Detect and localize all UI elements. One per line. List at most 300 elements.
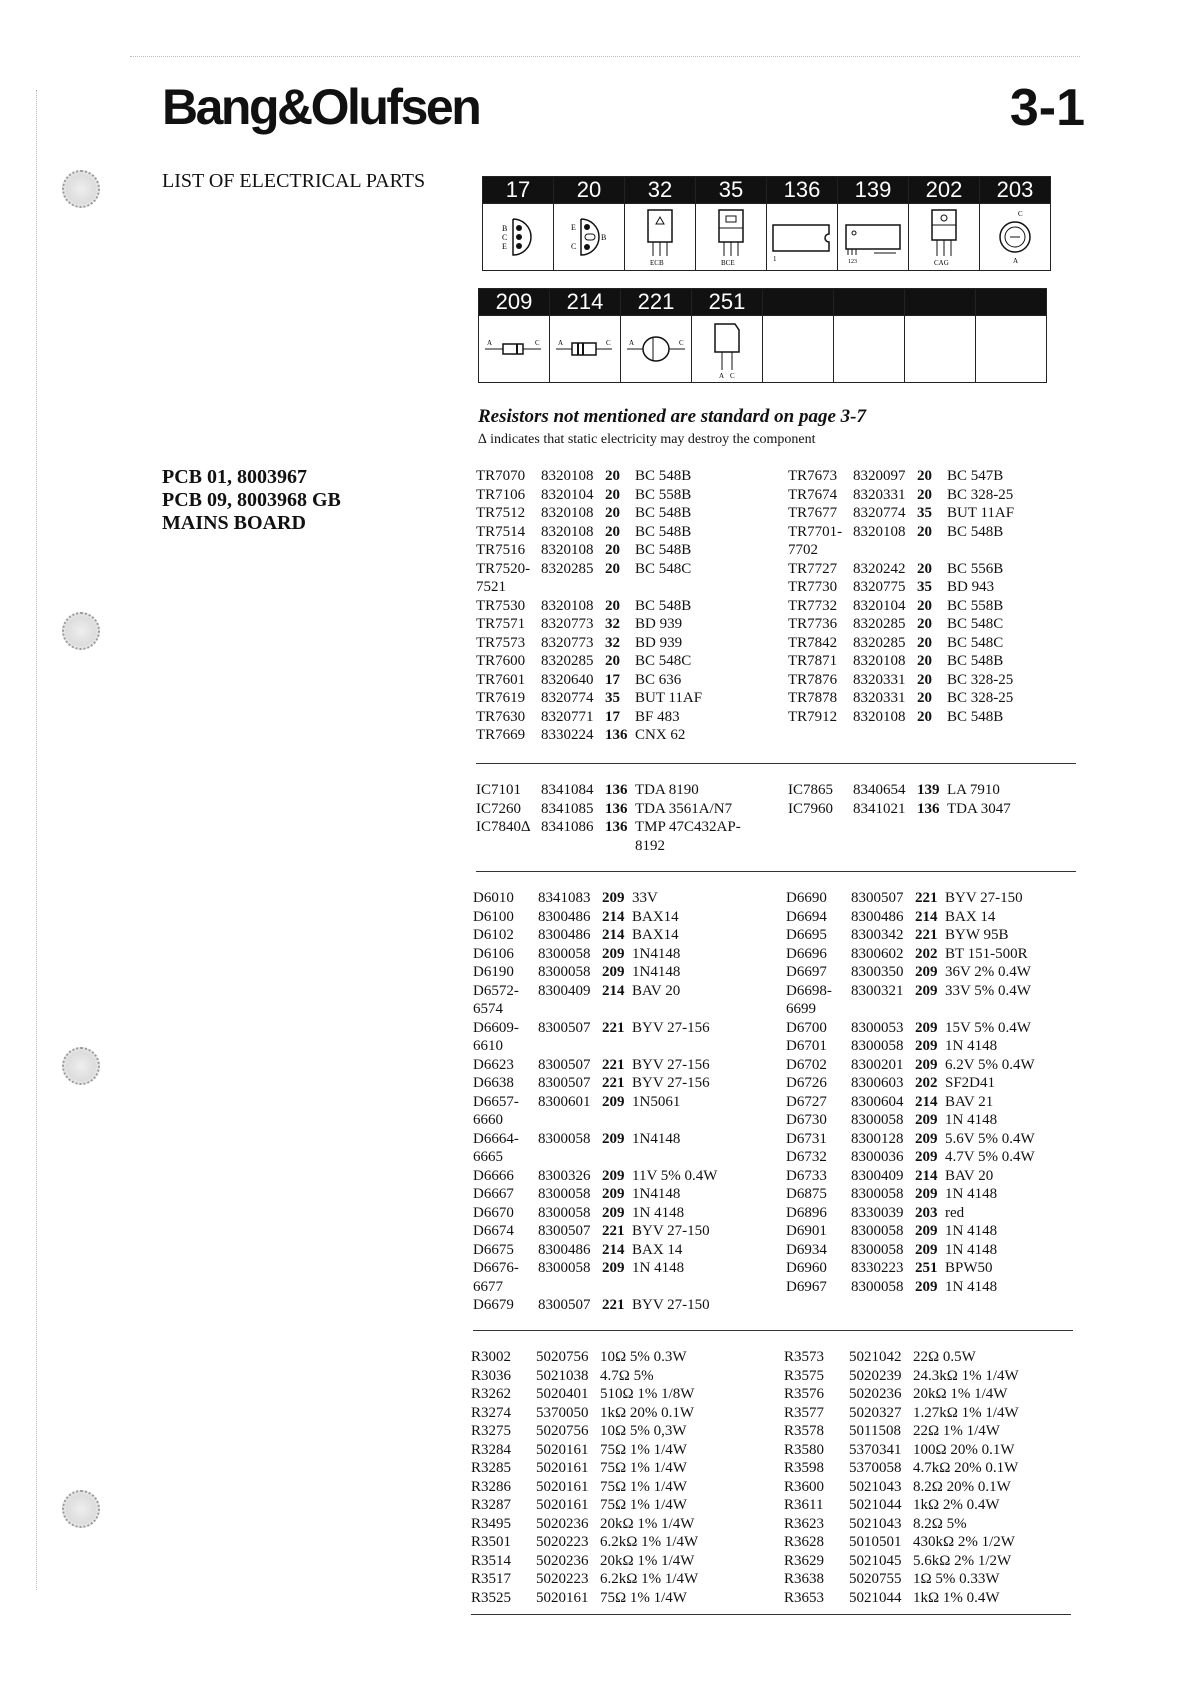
- part-type: BUT 11AF: [635, 690, 703, 706]
- part-row: [786, 1000, 1035, 1019]
- package-code: 35: [917, 579, 932, 595]
- part-row: [473, 926, 717, 945]
- part-number: 8330224: [541, 727, 594, 743]
- svg-text:C: C: [535, 339, 540, 347]
- part-row: [473, 1185, 717, 1204]
- package-code: 209: [915, 1278, 938, 1295]
- part-type: BT 151-500R: [945, 945, 1028, 962]
- part-row: [786, 1130, 1035, 1149]
- package-code: [605, 578, 635, 597]
- part-value: 430kΩ 2% 1/2W: [913, 1534, 1015, 1550]
- part-row: [476, 560, 702, 579]
- part-number: 8300507: [538, 1297, 591, 1313]
- package-code: 20: [917, 708, 932, 725]
- part-number: 8300409: [851, 1167, 904, 1184]
- part-row: [788, 486, 1014, 505]
- part-row: [476, 689, 702, 708]
- part-number: 8320640: [541, 671, 594, 688]
- package-drawing-139: [838, 204, 909, 271]
- part-position: D6896: [786, 1204, 827, 1221]
- package-code: 209: [915, 982, 938, 999]
- part-number: 8300342: [851, 927, 904, 943]
- package-code: 202: [915, 945, 938, 962]
- part-position: R3576: [784, 1386, 825, 1402]
- dip-package-icon: [769, 209, 835, 265]
- part-type: 36V 2% 0.4W: [945, 964, 1031, 980]
- part-row: [476, 541, 702, 560]
- part-number: [853, 541, 917, 560]
- part-position: R3628: [784, 1534, 825, 1550]
- svg-text:A: A: [719, 372, 725, 380]
- svg-text:C: C: [606, 339, 611, 347]
- part-type: BYV 27-150: [632, 1297, 710, 1313]
- package-code: [602, 1148, 632, 1167]
- part-position: TR7730: [788, 579, 838, 595]
- part-position: R3275: [471, 1423, 512, 1439]
- part-row: [476, 486, 702, 505]
- part-row: [476, 837, 741, 856]
- part-position: IC7840∆: [476, 819, 531, 835]
- part-number: 8300058: [538, 964, 591, 980]
- part-number: [541, 837, 605, 856]
- part-number: 5020239: [849, 1367, 902, 1384]
- package-table-2: [478, 288, 1047, 383]
- part-number: 8300058: [851, 1223, 904, 1239]
- part-type: 1N 4148: [632, 1260, 685, 1276]
- package-code: 202: [915, 1075, 938, 1091]
- part-type: LA 7910: [947, 782, 1000, 798]
- part-type: 1N 4148: [945, 1241, 998, 1258]
- part-position: TR7871: [788, 653, 838, 669]
- part-position: D6732: [786, 1149, 827, 1165]
- part-value: 1kΩ 20% 0.1W: [600, 1404, 695, 1421]
- part-type: BC 548C: [947, 634, 1004, 651]
- part-type: 4.7V 5% 0.4W: [945, 1149, 1035, 1165]
- part-position: D6726: [786, 1075, 827, 1091]
- package-drawing-35: [696, 204, 767, 271]
- part-position: R3573: [784, 1349, 825, 1365]
- part-row: [788, 634, 1014, 653]
- part-position: R3287: [471, 1497, 512, 1513]
- part-position: IC7960: [788, 800, 833, 817]
- part-position: R3285: [471, 1460, 512, 1476]
- package-number: 20: [554, 177, 625, 204]
- part-row: [476, 578, 702, 597]
- part-row: [476, 726, 702, 745]
- part-position: TR7630: [476, 708, 526, 725]
- part-position: R3284: [471, 1441, 512, 1458]
- package-number: 221: [621, 289, 692, 316]
- package-code: 17: [605, 708, 620, 725]
- part-number: 5021045: [849, 1552, 902, 1569]
- led-package-icon: [985, 206, 1045, 268]
- package-code: 20: [605, 486, 620, 503]
- ics-right-column: [788, 781, 1011, 818]
- package-code: 209: [602, 1093, 625, 1110]
- package-code: 20: [917, 560, 932, 577]
- part-number: 8300058: [538, 1260, 591, 1276]
- part-row: [786, 1111, 1035, 1130]
- svg-text:C: C: [730, 372, 735, 380]
- svg-text:E: E: [571, 223, 576, 232]
- part-row: [784, 1367, 1019, 1386]
- part-row: [473, 1167, 717, 1186]
- part-number: [538, 1111, 602, 1130]
- part-row: [476, 615, 702, 634]
- package-code: [602, 1037, 632, 1056]
- package-number: 251: [692, 289, 763, 316]
- package-drawing-17: [483, 204, 554, 271]
- part-number: 8320285: [853, 634, 906, 651]
- part-number: 8320108: [541, 505, 594, 521]
- part-number: 8300058: [851, 1186, 904, 1202]
- part-position: R3638: [784, 1571, 825, 1587]
- part-row: [476, 818, 741, 837]
- pcb-line: PCB 01, 8003967: [162, 466, 307, 488]
- part-type: BD 939: [635, 616, 683, 632]
- package-number: 136: [767, 177, 838, 204]
- package-code: 20: [917, 468, 932, 484]
- part-position: TR7601: [476, 671, 526, 688]
- svg-text:A: A: [558, 339, 564, 347]
- part-position: TR7876: [788, 671, 838, 688]
- package-number: 214: [550, 289, 621, 316]
- part-type: BC 636: [635, 671, 682, 688]
- package-code: 221: [602, 1223, 625, 1239]
- part-position: R3600: [784, 1478, 825, 1495]
- part-type: 1N4148: [632, 1130, 681, 1147]
- package-code: 136: [605, 782, 628, 798]
- part-position: 6677: [473, 1278, 503, 1295]
- part-number: 8341084: [541, 782, 594, 798]
- part-value: 22Ω 1% 1/4W: [913, 1423, 1000, 1439]
- package-code: 214: [602, 1241, 625, 1258]
- part-position: D6638: [473, 1075, 514, 1091]
- punch-hole: [62, 612, 100, 650]
- part-number: 8300058: [538, 1186, 591, 1202]
- package-table-1: [482, 176, 1051, 271]
- part-number: 8320108: [853, 653, 906, 669]
- punch-hole: [62, 1047, 100, 1085]
- part-type: BC 548B: [947, 708, 1004, 725]
- part-number: 8320771: [541, 708, 594, 725]
- part-type: 8192: [635, 837, 665, 854]
- part-row: [786, 945, 1035, 964]
- part-number: 5020236: [536, 1552, 589, 1569]
- part-position: TR7669: [476, 727, 526, 743]
- part-row: [786, 1148, 1035, 1167]
- part-row: [786, 1222, 1035, 1241]
- part-type: BYV 27-150: [632, 1223, 710, 1239]
- part-type: 1N 4148: [945, 1186, 998, 1202]
- package-code: 20: [917, 690, 932, 706]
- punch-hole: [62, 170, 100, 208]
- diode-power-icon: [623, 324, 689, 374]
- package-code: 20: [605, 505, 620, 521]
- part-position: TR7677: [788, 505, 838, 521]
- package-code: 35: [605, 690, 620, 706]
- part-number: 8300507: [538, 1019, 591, 1036]
- part-position: R3525: [471, 1589, 512, 1606]
- part-type: 1N4148: [632, 964, 681, 980]
- diodes-right-column: [786, 889, 1035, 1296]
- part-position: D6967: [786, 1278, 827, 1295]
- package-code: 209: [915, 1223, 938, 1239]
- part-type: TDA 3561A/N7: [635, 800, 733, 817]
- part-row: [471, 1367, 698, 1386]
- part-value: 75Ω 1% 1/4W: [600, 1497, 687, 1513]
- part-row: [788, 781, 1011, 800]
- part-position: R3575: [784, 1367, 825, 1384]
- part-number: 8320773: [541, 634, 594, 651]
- part-position: D6666: [473, 1167, 514, 1184]
- part-value: 10Ω 5% 0,3W: [600, 1423, 687, 1439]
- part-value: 8.2Ω 20% 0.1W: [913, 1478, 1011, 1495]
- part-value: 1kΩ 1% 0.4W: [913, 1589, 1000, 1606]
- part-row: [788, 504, 1014, 523]
- part-number: 5020223: [536, 1571, 589, 1587]
- part-row: [788, 652, 1014, 671]
- part-number: [538, 1278, 602, 1297]
- part-number: 5020161: [536, 1478, 589, 1495]
- package-code: 35: [917, 505, 932, 521]
- package-code: 221: [602, 1056, 625, 1073]
- part-number: 8300486: [851, 908, 904, 925]
- package-number-empty: [976, 289, 1047, 316]
- part-row: [471, 1533, 698, 1552]
- part-row: [476, 652, 702, 671]
- part-number: 8320331: [853, 690, 906, 706]
- part-position: D6609-: [473, 1019, 519, 1036]
- part-number: 5370058: [849, 1460, 902, 1476]
- part-position: R3598: [784, 1460, 825, 1476]
- part-number: 8341086: [541, 819, 594, 835]
- part-value: 8.2Ω 5%: [913, 1515, 967, 1532]
- package-drawing-empty: [763, 316, 834, 383]
- svg-text:C: C: [679, 339, 684, 347]
- part-number: 8300128: [851, 1130, 904, 1147]
- part-number: 8330223: [851, 1260, 904, 1276]
- part-number: 8300058: [538, 1130, 591, 1147]
- part-position: R3578: [784, 1423, 825, 1439]
- part-number: 8300604: [851, 1093, 904, 1110]
- part-type: 5.6V 5% 0.4W: [945, 1130, 1035, 1147]
- package-code: 209: [915, 1130, 938, 1147]
- part-position: D6697: [786, 964, 827, 980]
- package-number-empty: [763, 289, 834, 316]
- part-row: [784, 1459, 1019, 1478]
- part-position: TR7701-: [788, 523, 843, 540]
- part-type: BC 556B: [947, 560, 1004, 577]
- part-number: [538, 1148, 602, 1167]
- part-position: TR7106: [476, 486, 526, 503]
- part-number: 8300486: [538, 1241, 591, 1258]
- part-position: TR7673: [788, 468, 838, 484]
- package-code: 209: [915, 1186, 938, 1202]
- part-number: 8300058: [538, 1204, 591, 1221]
- part-value: 100Ω 20% 0.1W: [913, 1441, 1015, 1458]
- part-number: 8300321: [851, 982, 904, 999]
- part-row: [788, 800, 1011, 819]
- diode-glass-icon: [552, 324, 618, 374]
- part-position: D6667: [473, 1186, 514, 1202]
- part-value: 22Ω 0.5W: [913, 1349, 976, 1365]
- part-type: BAX 14: [945, 908, 996, 925]
- part-type: BAX 14: [632, 1241, 683, 1258]
- package-code: 32: [605, 634, 620, 651]
- part-row: [473, 1056, 717, 1075]
- package-number: 203: [980, 177, 1051, 204]
- part-value: 4.7Ω 5%: [600, 1367, 654, 1384]
- part-type: 15V 5% 0.4W: [945, 1019, 1031, 1036]
- part-type: TDA 3047: [947, 800, 1011, 817]
- part-row: [784, 1570, 1019, 1589]
- svg-text:CAG: CAG: [934, 259, 949, 267]
- package-drawing-203: [980, 204, 1051, 271]
- part-type: BC 548B: [635, 468, 692, 484]
- package-number-empty: [905, 289, 976, 316]
- svg-text:ECB: ECB: [650, 259, 664, 267]
- part-number: 8320774: [853, 505, 906, 521]
- part-row: [476, 504, 702, 523]
- part-position: D6731: [786, 1130, 827, 1147]
- thyristor-package-icon: [914, 206, 974, 268]
- part-type: 33V: [632, 890, 658, 906]
- part-row: [473, 1296, 717, 1315]
- part-position: 6610: [473, 1038, 503, 1054]
- part-number: 8300058: [851, 1278, 904, 1295]
- package-code: 209: [915, 1038, 938, 1054]
- part-number: 8300602: [851, 945, 904, 962]
- part-position: TR7736: [788, 616, 838, 632]
- part-row: [473, 982, 717, 1001]
- package-code: 203: [915, 1204, 938, 1221]
- package-drawing-20: [554, 204, 625, 271]
- part-number: 8300058: [851, 1112, 904, 1128]
- part-type: BC 548B: [947, 653, 1004, 669]
- part-type: BD 943: [947, 579, 995, 595]
- package-number: 17: [483, 177, 554, 204]
- part-value: 1kΩ 2% 0.4W: [913, 1497, 1000, 1513]
- part-value: 20kΩ 1% 1/4W: [600, 1515, 695, 1532]
- part-row: [473, 1204, 717, 1223]
- part-number: [541, 578, 605, 597]
- part-type: BC 547B: [947, 468, 1004, 484]
- package-code: 20: [605, 468, 620, 484]
- part-value: 510Ω 1% 1/8W: [600, 1386, 695, 1402]
- package-code: [602, 1278, 632, 1297]
- part-position: R3629: [784, 1552, 825, 1569]
- part-position: R3274: [471, 1404, 512, 1421]
- part-position: TR7912: [788, 708, 838, 725]
- part-row: [786, 1093, 1035, 1112]
- part-number: 5010501: [849, 1534, 902, 1550]
- part-row: [476, 597, 702, 616]
- part-row: [471, 1348, 698, 1367]
- part-number: 8340654: [853, 782, 906, 798]
- part-row: [473, 1074, 717, 1093]
- part-number: 8300350: [851, 964, 904, 980]
- part-number: 5021044: [849, 1589, 902, 1606]
- part-row: [471, 1515, 698, 1534]
- part-row: [786, 926, 1035, 945]
- part-position: D6664-: [473, 1130, 519, 1147]
- part-type: BYV 27-150: [945, 890, 1023, 906]
- package-drawing-136: [767, 204, 838, 271]
- part-number: [538, 1037, 602, 1056]
- part-position: R3262: [471, 1386, 512, 1402]
- part-position: D6875: [786, 1186, 827, 1202]
- part-position: D6100: [473, 908, 514, 925]
- part-number: 5020236: [849, 1386, 902, 1402]
- part-position: D6623: [473, 1056, 514, 1073]
- section-divider: [476, 871, 1076, 872]
- package-code: 251: [915, 1260, 938, 1276]
- package-code: 20: [917, 486, 932, 503]
- part-row: [786, 889, 1035, 908]
- part-position: D6696: [786, 945, 827, 962]
- part-row: [788, 578, 1014, 597]
- part-row: [473, 1130, 717, 1149]
- part-row: [473, 963, 717, 982]
- part-value: 1Ω 5% 0.33W: [913, 1571, 1000, 1587]
- to220-package-icon: [701, 206, 761, 268]
- part-row: [784, 1515, 1019, 1534]
- part-row: [473, 1093, 717, 1112]
- package-code: 20: [605, 597, 620, 614]
- part-number: 5020401: [536, 1386, 589, 1402]
- svg-text:1: 1: [773, 255, 777, 263]
- part-number: 5020756: [536, 1349, 589, 1365]
- part-value: 10Ω 5% 0.3W: [600, 1349, 687, 1365]
- package-code: 209: [915, 1112, 938, 1128]
- part-number: 5021038: [536, 1367, 589, 1384]
- part-type: BYV 27-156: [632, 1019, 710, 1036]
- part-type: BF 483: [635, 708, 680, 725]
- part-number: 5370341: [849, 1441, 902, 1458]
- part-row: [786, 1056, 1035, 1075]
- part-row: [786, 908, 1035, 927]
- package-drawing-empty: [834, 316, 905, 383]
- package-code: 209: [915, 1241, 938, 1258]
- svg-text:B: B: [601, 233, 607, 242]
- package-code: 209: [915, 1149, 938, 1165]
- part-row: [473, 889, 717, 908]
- part-number: 8300601: [538, 1093, 591, 1110]
- part-type: BAX14: [632, 908, 679, 925]
- part-row: [473, 908, 717, 927]
- part-number: 8320104: [541, 486, 594, 503]
- part-row: [788, 708, 1014, 727]
- part-row: [784, 1404, 1019, 1423]
- part-value: 20kΩ 1% 1/4W: [600, 1552, 695, 1569]
- part-number: 8320285: [541, 560, 594, 577]
- package-number: 35: [696, 177, 767, 204]
- part-type: 1N 4148: [945, 1038, 998, 1054]
- part-number: 8300409: [538, 982, 591, 999]
- part-type: BC 328-25: [947, 690, 1014, 706]
- part-position: D6675: [473, 1241, 514, 1258]
- package-code: 209: [602, 890, 625, 906]
- part-row: [473, 1259, 717, 1278]
- part-position: IC7260: [476, 800, 521, 817]
- part-type: BC 548B: [635, 597, 692, 614]
- part-value: 6.2kΩ 1% 1/4W: [600, 1571, 699, 1587]
- package-code: 214: [915, 1093, 938, 1110]
- part-number: 8320108: [541, 542, 594, 558]
- part-row: [471, 1385, 698, 1404]
- part-value: 5.6kΩ 2% 1/2W: [913, 1552, 1012, 1569]
